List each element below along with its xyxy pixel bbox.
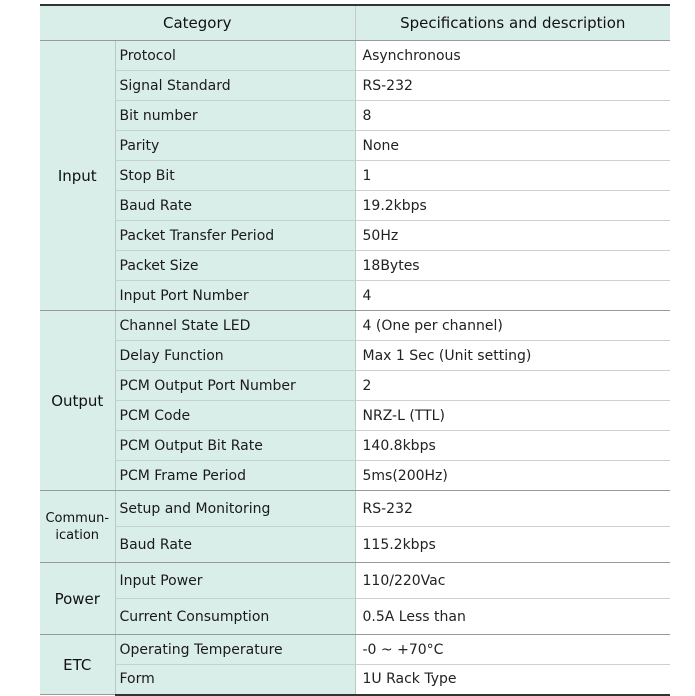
item-label: Baud Rate: [115, 191, 355, 221]
table-row: [40, 371, 670, 401]
table-row: [40, 221, 670, 251]
item-label: Operating Temperature: [115, 635, 355, 665]
item-label: Delay Function: [115, 341, 355, 371]
table-row: [40, 635, 670, 665]
item-value: 140.8kbps: [355, 431, 670, 461]
table-row: [40, 599, 670, 635]
table-row: [40, 311, 670, 341]
table-row: [40, 101, 670, 131]
item-label: Stop Bit: [115, 161, 355, 191]
item-label: Input Power: [115, 563, 355, 599]
item-label: Bit number: [115, 101, 355, 131]
header-category: Category: [40, 5, 355, 41]
category-etc: ETC: [40, 635, 115, 695]
header-spec: Specifications and description: [355, 5, 670, 41]
category-input: Input: [40, 41, 115, 311]
category-output: Output: [40, 311, 115, 491]
item-value: 0.5A Less than: [355, 599, 670, 635]
item-value: 50Hz: [355, 221, 670, 251]
table-row: [40, 563, 670, 599]
item-label: Input Port Number: [115, 281, 355, 311]
item-value: NRZ-L (TTL): [355, 401, 670, 431]
table-row: [40, 341, 670, 371]
table-row: [40, 191, 670, 221]
item-label: Packet Size: [115, 251, 355, 281]
table-row: [40, 71, 670, 101]
spec-table: [40, 4, 670, 696]
item-label: Signal Standard: [115, 71, 355, 101]
item-value: -0 ~ +70°C: [355, 635, 670, 665]
item-value: None: [355, 131, 670, 161]
item-value: 4: [355, 281, 670, 311]
table-row: [40, 431, 670, 461]
item-label: Current Consumption: [115, 599, 355, 635]
category-communication: [40, 491, 115, 563]
item-label: Form: [115, 665, 355, 695]
category-power: Power: [40, 563, 115, 635]
table-row: [40, 527, 670, 563]
table-row: [40, 161, 670, 191]
table-row: [40, 251, 670, 281]
item-value: Asynchronous: [355, 41, 670, 71]
table-row: [40, 491, 670, 527]
item-value: RS-232: [355, 491, 670, 527]
item-label: Baud Rate: [115, 527, 355, 563]
item-label: PCM Output Bit Rate: [115, 431, 355, 461]
item-label: Channel State LED: [115, 311, 355, 341]
category-communication-line1: Commun-: [45, 510, 110, 526]
item-value: 19.2kbps: [355, 191, 670, 221]
item-value: 115.2kbps: [355, 527, 670, 563]
table-row: [40, 281, 670, 311]
item-label: Parity: [115, 131, 355, 161]
table-row: [40, 461, 670, 491]
table-row: [40, 665, 670, 695]
table-row: [40, 131, 670, 161]
item-label: PCM Code: [115, 401, 355, 431]
table-row: [40, 41, 670, 71]
table-row: [40, 401, 670, 431]
item-label: PCM Output Port Number: [115, 371, 355, 401]
header-row: [40, 5, 670, 41]
item-value: RS-232: [355, 71, 670, 101]
item-value: 18Bytes: [355, 251, 670, 281]
item-value: 110/220Vac: [355, 563, 670, 599]
item-label: PCM Frame Period: [115, 461, 355, 491]
item-label: Protocol: [115, 41, 355, 71]
item-value: 4 (One per channel): [355, 311, 670, 341]
item-value: Max 1 Sec (Unit setting): [355, 341, 670, 371]
item-label: Packet Transfer Period: [115, 221, 355, 251]
item-value: 1U Rack Type: [355, 665, 670, 695]
item-label: Setup and Monitoring: [115, 491, 355, 527]
item-value: 8: [355, 101, 670, 131]
item-value: 1: [355, 161, 670, 191]
category-communication-line2: ication: [55, 527, 100, 543]
item-value: 2: [355, 371, 670, 401]
item-value: 5ms(200Hz): [355, 461, 670, 491]
